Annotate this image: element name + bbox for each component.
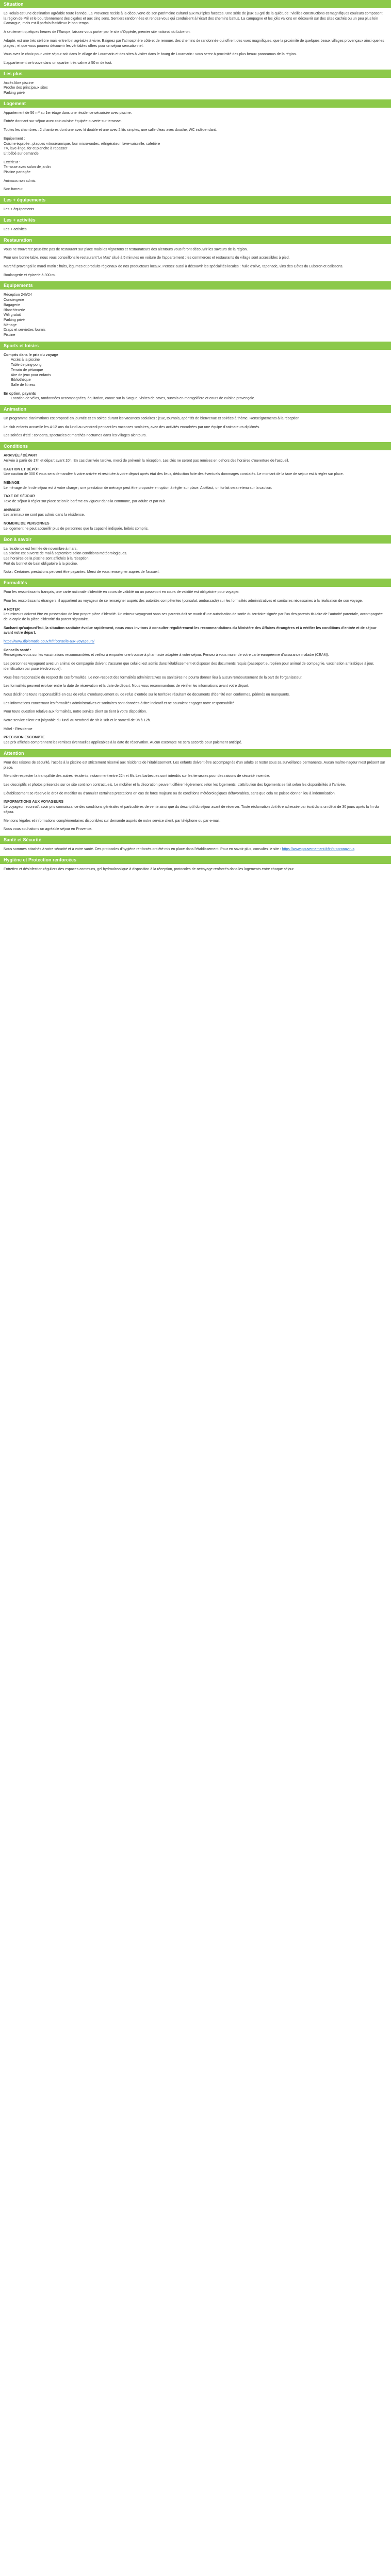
paragraph: Pour toute question relative aux formalités, notre service client se tient à votre disposition. bbox=[4, 710, 147, 714]
paragraph: Pour les ressortissants français, une carte nationale d'identité en cours de validité ou un passeport en cours de validité est obligatoire pour voyager. bbox=[4, 590, 239, 595]
list-item: Terrain de pétanque bbox=[11, 368, 43, 372]
list-item: La piscine est ouverte de mai à septembre selon conditions météorologiques. bbox=[4, 552, 127, 556]
section-situation-heading: Situation bbox=[0, 0, 391, 8]
paragraph: Pour les ressortissants étrangers, il appartient au voyageur de se renseigner auprès des autorités compétentes (consulat, ambassade) sur les formalités administratives et sanitaires nécessaires à la réalisation de son voyage. bbox=[4, 599, 363, 603]
condition-text: Taxe de séjour à régler sur place selon le barème en vigueur dans la commune, par adulte et par nuit. bbox=[4, 500, 167, 504]
section-bon bbox=[0, 547, 391, 575]
paragraph: Location de vélos, randonnées accompagnées, équitation, canoë sur la Sorgue, visites de caves, survols en montgolfière et cours de cuisine provençale. bbox=[11, 397, 255, 401]
paragraph: Les + équipements bbox=[4, 208, 35, 212]
section-conditions bbox=[0, 453, 391, 531]
paragraph: Marché provençal le mardi matin : fruits, légumes et produits régionaux de nos producteurs locaux. Pensez aussi à découvrir les spécialités locales : huile d'olive, tapenade, vins des Côtes du Luberon et calissons. bbox=[4, 264, 344, 268]
paragraph: Entretien et désinfection réguliers des espaces communs, gel hydroalcoolique à disposition à la réception, protocoles de nettoyage renforcés dans les logements entre chaque séjour. bbox=[4, 867, 295, 871]
section-logement-heading: Logement bbox=[0, 99, 391, 108]
paragraph: Pour une bonne table, nous vous conseillons le restaurant 'Le Mas' situé à 5 minutes en voiture de l'appartement ; les commerces et restaurants du village sont accessibles à pied. bbox=[4, 256, 290, 260]
paragraph: Vous ne trouverez peut-être pas de restaurant sur place mais les vignerons et restaurateurs des alentours vous feront découvrir les saveurs de la région. bbox=[4, 247, 248, 251]
section-animation bbox=[0, 416, 391, 438]
note: Nota : Certaines prestations peuvent être payantes. Merci de vous renseigner auprès de l'accueil. bbox=[4, 570, 160, 574]
list-item: Proche des principaux sites bbox=[4, 86, 48, 90]
list-item: TV, lave-linge, fer et planche à repasser bbox=[4, 147, 68, 151]
list-item: Réception 24h/24 bbox=[4, 293, 32, 297]
section-hygiene bbox=[0, 867, 391, 872]
section-activites-heading: Les + activités bbox=[0, 216, 391, 224]
price-title: PRECISION ESCOMPTE bbox=[4, 736, 45, 740]
paragraph: Nous vous souhaitons un agréable séjour en Provence. bbox=[4, 827, 92, 832]
info-text: Le voyageur reconnaît avoir pris connaissance des conditions générales et particulières de vente ainsi que du descriptif du séjour avant de réserver. Toute réclamation doit être adressée par écrit dans un délai de 30 jours après la fin du séjour. bbox=[4, 805, 379, 814]
list-item: Table de ping-pong bbox=[11, 363, 42, 367]
paragraph: Les formalités peuvent évoluer entre la date de réservation et la date de départ. Nous vous recommandons de vérifier les informations avant votre départ. bbox=[4, 684, 249, 688]
included-title: Compris dans le prix du voyage bbox=[4, 353, 58, 357]
list-item: Lit bébé sur demande bbox=[4, 151, 39, 156]
list-item: Les horaires de la piscine sont affichés à la réception. bbox=[4, 557, 90, 561]
paragraph: Le Relais est une destination agréable toute l'année. La Provence recèle à la découverte de son patrimoine culturel aux multiples facettes. Une série de jeux au gré de la quiétude : vieilles constructions et magnifiques couleurs composent la région de Pril et le bourdonnement des cigales et aux cinq sens. Sentiers randonnées et rendez-vous qui conduisent à l'écart des chemins battus. La campagne et les jolis vallons en découvrir sur des sites cachés ou un peu plus loin Camargue, mais est-il parfois fastidieux le bon temps. bbox=[4, 12, 383, 26]
list-item: Bibliothèque bbox=[11, 378, 31, 382]
list-item: Accès à la piscine bbox=[11, 358, 40, 362]
paragraph: Vous êtes responsable du respect de ces formalités. Le non-respect des formalités administratives ou sanitaires ne pourra donner lieu à aucun remboursement de la part de l'organisateur. bbox=[4, 675, 303, 680]
list-item: Parking privé bbox=[4, 91, 25, 95]
condition-title: CAUTION ET DÉPÔT bbox=[4, 467, 39, 471]
section-restauration-heading: Restauration bbox=[0, 236, 391, 244]
list-item: La résidence est fermée de novembre à mars. bbox=[4, 547, 78, 551]
health-text: Renseignez-vous sur les vaccinations recommandées et veillez à emporter une trousse à pharmacie adaptée à votre séjour. Pensez à vous munir de votre carte européenne d'assurance maladie (CEAM). bbox=[4, 653, 329, 657]
alert-text: Sachant qu'aujourd'hui, la situation sanitaire évolue rapidement, nous vous invitons à consulter régulièrement les recommandations du Ministère des Affaires étrangères et à vérifier les conditions d'entrée et de séjour avant votre départ. bbox=[4, 626, 377, 635]
section-bon-heading: Bon à savoir bbox=[0, 535, 391, 544]
condition-title: ARRIVÉE / DÉPART bbox=[4, 454, 38, 458]
paragraph: Mentions légales et informations complémentaires disponibles sur demande auprès de notre service client, par téléphone ou par e-mail. bbox=[4, 819, 221, 823]
section-attention-heading: Attention bbox=[0, 749, 391, 757]
paragraph: Un programme d'animations est proposé en journée et en soirée durant les vacances scolaires : jeux, tournois, apéritifs de bienvenue et soirées à thème. Renseignements à la réception. bbox=[4, 417, 301, 421]
list-item: Conciergerie bbox=[4, 298, 24, 302]
paragraph: Merci de respecter la tranquillité des autres résidents, notamment entre 22h et 8h. Les barbecues sont interdits sur les terrasses pour des raisons de sécurité incendie. bbox=[4, 774, 270, 778]
section-animation-heading: Animation bbox=[0, 405, 391, 413]
section-equipements-heading: Equipements bbox=[0, 281, 391, 290]
section-formalites-heading: Formalités bbox=[0, 579, 391, 587]
paragraph: Boulangerie et épicerie à 300 m. bbox=[4, 273, 56, 277]
section-sports-heading: Sports et loisirs bbox=[0, 342, 391, 350]
condition-title: MÉNAGE bbox=[4, 481, 20, 485]
outdoor-title: Extérieur : bbox=[4, 160, 20, 164]
condition-text: Les animaux ne sont pas admis dans la résidence. bbox=[4, 513, 85, 517]
paragraph: Les informations concernant les formalités administratives et sanitaires sont données à titre indicatif et ne sauraient engager notre responsabilité. bbox=[4, 701, 236, 705]
paragraph: Le club enfants accueille les 4-12 ans du lundi au vendredi pendant les vacances scolaires, avec des activités encadrées par une équipe d'animateurs diplômés. bbox=[4, 425, 260, 429]
list-item: Cuisine équipée : plaques vitrocéramique, four micro-ondes, réfrigérateur, lave-vaisselle, cafetière bbox=[4, 142, 160, 146]
gouvernement-link[interactable]: https://www.gouvernement.fr/info-coronavirus bbox=[282, 847, 355, 851]
section-plus bbox=[0, 81, 391, 96]
list-item: Piscine bbox=[4, 333, 15, 337]
paragraph: Nous sommes attachés à votre sécurité et à votre santé. Des protocoles d'hygiène renforcés ont été mis en place dans l'établissement. Pour en savoir plus, consultez le site : bbox=[4, 847, 281, 851]
condition-text: Le ménage de fin de séjour est à votre charge ; une prestation de ménage peut être proposée en option à régler sur place. A défaut, un forfait sera retenu sur la caution. bbox=[4, 486, 272, 490]
paragraph: Les soirées d'été : concerts, spectacles et marchés nocturnes dans les villages alentours. bbox=[4, 434, 147, 438]
section-equip bbox=[0, 207, 391, 212]
paragraph: Appartement de 56 m² au 1er étage dans une résidence sécurisée avec piscine. bbox=[4, 111, 132, 115]
paragraph: Nous déclinons toute responsabilité en cas de refus d'embarquement ou de refus d'entrée sur le territoire résultant de documents d'identité non conformes, périmés ou manquants. bbox=[4, 692, 290, 697]
condition-title: NOMBRE DE PERSONNES bbox=[4, 522, 50, 526]
condition-text: Le logement ne peut accueillir plus de personnes que la capacité indiquée, bébés compris. bbox=[4, 527, 149, 531]
section-conditions-heading: Conditions bbox=[0, 442, 391, 450]
list-item: Wifi gratuit bbox=[4, 313, 21, 317]
paragraph: A seulement quelques heures de l'Europe, laissez-vous porter par le site d'Oppède, premier site national du Luberon. bbox=[4, 30, 191, 35]
list-item: Port du bonnet de bain obligatoire à la piscine. bbox=[4, 562, 78, 566]
section-situation bbox=[0, 11, 391, 66]
list-item: Piscine partagée bbox=[4, 171, 31, 175]
paragraph: L'établissement se réserve le droit de modifier ou d'annuler certaines prestations en cas de force majeure ou de conditions météorologiques défavorables, sans que cela ne puisse donner lieu à indemnisation. bbox=[4, 791, 336, 795]
list-item: Blanchisserie bbox=[4, 308, 25, 312]
paragraph: L'appartement se trouve dans un quartier très calme à 50 m de tout. bbox=[4, 61, 112, 65]
section-equipements bbox=[0, 293, 391, 337]
product-sheet bbox=[0, 0, 391, 886]
box-text: Les mineurs doivent être en possession de leur propre pièce d'identité. Un mineur voyageant sans ses parents doit se munir d'une autorisation de sortie du territoire signée par l'un des parents titulaire de l'autorité parentale, accompagnée de la copie de la pièce d'identité du parent signataire. bbox=[4, 613, 383, 621]
section-sante-heading: Santé et Sécurité bbox=[0, 836, 391, 844]
paragraph: Adapté, est une très célèbre mais entre loin agréable à vivre. Baignez par l'atmosphère côté et de renouer, des chemins de randonnée qui offrent des vues magnifiques, que la proximité de quelques beaux villages provençaux ainsi que les plages ; et que vous pourrez découvrir les véritables offres pour un séjour sensationnel. bbox=[4, 39, 384, 48]
section-restauration bbox=[0, 247, 391, 278]
list-item: Terrasse avec salon de jardin bbox=[4, 165, 51, 170]
paragraph: Les + activités bbox=[4, 227, 27, 231]
section-sports bbox=[0, 353, 391, 401]
condition-title: TAXE DE SÉJOUR bbox=[4, 495, 35, 499]
list-item: Parking privé bbox=[4, 318, 25, 322]
health-title: Conseils santé : bbox=[4, 648, 31, 652]
paragraph: Pour des raisons de sécurité, l'accès à la piscine est strictement réservé aux résidents de l'établissement. Les enfants doivent être accompagnés d'un adulte et rester sous sa surveillance permanente. Aucun maître-nageur n'est présent sur place. bbox=[4, 760, 385, 770]
section-logement bbox=[0, 111, 391, 192]
note: Non fumeur. bbox=[4, 188, 24, 192]
paragraph: Hôtel - Résidence bbox=[4, 727, 32, 731]
info-title: INFORMATIONS AUX VOYAGEURS bbox=[4, 800, 64, 804]
paid-title: En option, payants bbox=[4, 392, 36, 396]
section-attention bbox=[0, 760, 391, 832]
section-formalites bbox=[0, 590, 391, 745]
paragraph: Toutes les chambres : 2 chambres dont une avec lit double et une avec 2 lits simples, une salle d'eau avec douche, WC indépendant. bbox=[4, 128, 217, 132]
section-equip-heading: Les + équipements bbox=[0, 196, 391, 204]
condition-text: Arrivée à partir de 17h et départ avant 10h. En cas d'arrivée tardive, merci de prévenir la réception. Les clés ne seront pas remises en dehors des horaires d'ouverture de l'accueil. bbox=[4, 459, 289, 463]
box-title: A NOTER bbox=[4, 607, 20, 612]
paragraph: Les descriptifs et photos présentés sur ce site sont non contractuels. Le mobilier et la décoration peuvent différer légèrement selon les logements. L'attribution des logements se fait selon les disponibilités à l'arrivée. bbox=[4, 783, 346, 787]
list-item: Salle de fitness bbox=[11, 383, 36, 387]
paragraph: Notre service client est joignable du lundi au vendredi de 9h à 18h et le samedi de 9h à 12h. bbox=[4, 719, 151, 723]
equipment-title: Equipement : bbox=[4, 137, 25, 141]
list-item: Accès libre piscine bbox=[4, 81, 34, 85]
paragraph: Entrée donnant sur séjour avec coin cuisine équipée ouverte sur terrasse. bbox=[4, 120, 122, 124]
note: Animaux non admis. bbox=[4, 179, 37, 183]
section-activites bbox=[0, 227, 391, 232]
diplomatie-link[interactable]: https://www.diplomatie.gouv.fr/fr/conseils-aux-voyageurs/ bbox=[4, 640, 95, 644]
list-item: Bagagerie bbox=[4, 303, 20, 307]
list-item: Aire de jeux pour enfants bbox=[11, 373, 51, 377]
condition-title: ANIMAUX bbox=[4, 508, 21, 512]
condition-text: Une caution de 300 € vous sera demandée à votre arrivée et restituée à votre départ après état des lieux, déduction faite des éventuels dommages constatés. Le montant de la taxe de séjour est à régler sur place. bbox=[4, 472, 344, 477]
price-text: Les prix affichés comprennent les remises éventuelles applicables à la date de réservation. Aucun escompte ne sera accordé pour paiement anticipé. bbox=[4, 741, 242, 745]
paragraph: Vous avez le choix pour votre séjour soit dans le village de Lourmarin et des sites à visiter dans le bourg de Lourmarin : vous serez à proximité des plus beaux panoramas de la région. bbox=[4, 53, 297, 57]
section-hygiene-heading: Hygiène et Protection renforcées bbox=[0, 856, 391, 864]
section-sante bbox=[0, 847, 391, 852]
section-plus-heading: Les plus bbox=[0, 70, 391, 78]
paragraph: Les personnes voyageant avec un animal de compagnie doivent s'assurer que celui-ci est admis dans l'établissement et disposer des documents requis (passeport européen pour animal de compagnie, vaccination antirabique à jour, identification par puce électronique). bbox=[4, 662, 374, 671]
list-item: Ménage bbox=[4, 323, 17, 327]
list-item: Draps et serviettes fournis bbox=[4, 328, 46, 332]
